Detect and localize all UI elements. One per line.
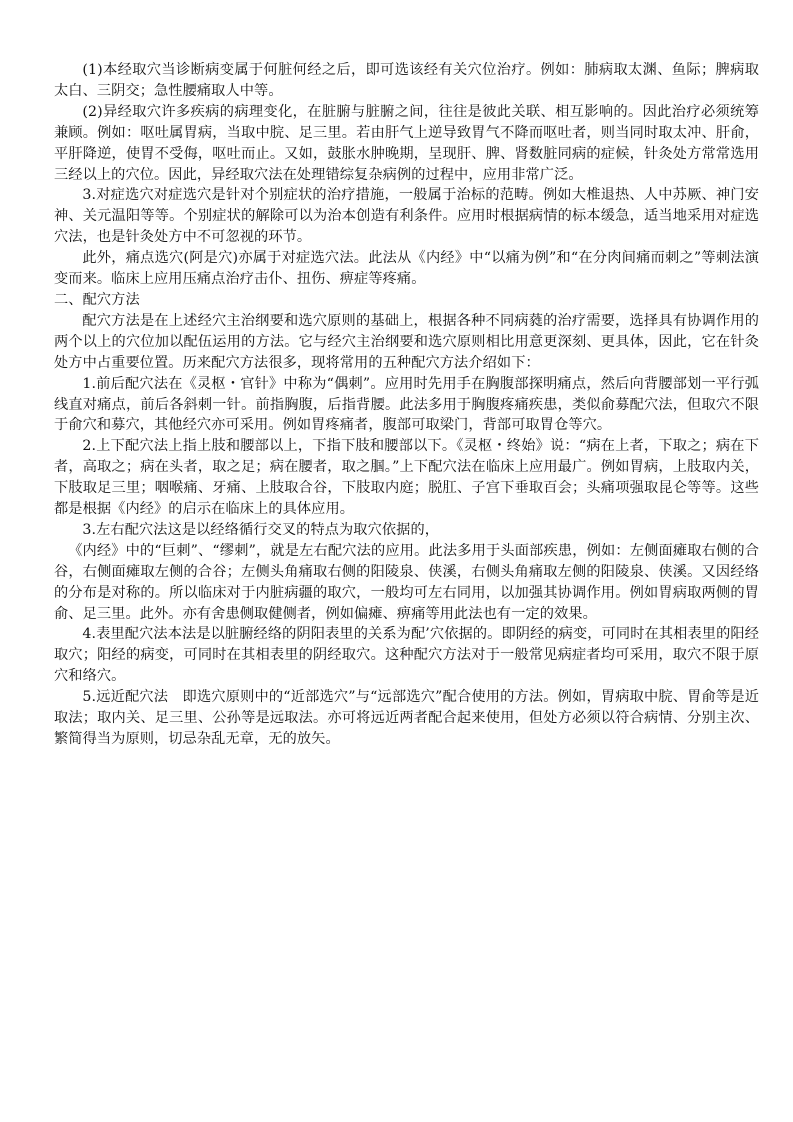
section-heading: 二、配穴方法 xyxy=(54,291,140,308)
paragraph-left-right-body: 《内经》中的“巨刺”、“缪刺”，就是左右配穴法的应用。此法多用于头面部疾患，例如：左侧面瘫取右侧的合谷，右侧面瘫取左侧的合谷；左侧头角痛取右侧的阳陵泉、侠溪，右侧头角痛取左侧的阳陵泉、侠溪。又因经络的分布是对称的。所以临床对于内脏病疆的取穴，一般均可左右同用，以加强其协调作用。例如胃病取两侧的胃俞、足三里。此外。亦有舍患侧取健侧者，例如偏瘫、痹痛等用此法也有一定的效果。 xyxy=(54,542,759,622)
paragraph-different-meridian: (2)异经取穴许多疾病的病理变化，在脏腑与脏腑之间，往往是彼此关联、相互影响的。因此治疗必须统筹兼顾。例如：呕吐属胃病，当取中脘、足三里。若由肝气上逆导致胃气不降而呕吐者，则当同时取太冲、肝俞，平肝降逆，使胃不受侮，呕吐而止。又如，鼓胀水肿晚期，呈现肝、脾、肾数脏同病的症候，针灸处方常常选用三经以上的穴位。因此，异经取穴法在处理错综复杂病例的过程中，应用非常广泛。 xyxy=(54,103,759,183)
paragraph-left-right-title: 3.左右配穴法这是以经络循行交叉的特点为取穴依据的， xyxy=(82,521,440,538)
paragraph-pain-point: 此外，痛点选穴(阿是穴)亦属于对症选穴法。此法从《内经》中“以痛为例”和“在分肉间痛而刺之”等刺法演变而来。临床上应用压痛点治疗击仆、扭伤、痹症等疼痛。 xyxy=(54,250,759,288)
paragraph-same-meridian: (1)本经取穴当诊断病变属于何脏何经之后，即可选该经有关穴位治疗。例如：肺病取太渊、鱼际；脾病取太白、三阴交；急性腰痛取人中等。 xyxy=(54,62,759,99)
paragraph-symptomatic-selection: 3.对症选穴对症选穴是针对个别症状的治疗措施，一般属于治标的范畴。例如大椎退热、人中苏厥、神门安神、关元温阳等等。个别症状的解除可以为治本创造有利条件。应用时根据病情的标本缓急，适当地采用对症选穴法，也是针灸处方中不可忽视的环节。 xyxy=(54,187,759,246)
document-body xyxy=(54,60,759,750)
paragraph-distant-near: 5.远近配穴法 即选穴原则中的“近部选穴”与“远部选穴”配合使用的方法。例如，胃病取中脘、胃俞等是近取法；取内关、足三里、公孙等是远取法。亦可将远近两者配合起来使用，但处方必须以符合病情、分别主次、繁简得当为原则，切忌杂乱无章，无的放矢。 xyxy=(54,689,759,747)
paragraph-front-back: 1.前后配穴法在《灵枢・官针》中称为“偶刺”。应用时先用手在胸腹部探明痛点，然后向背腰部划一平行弧线直对痛点，前后各斜刺一针。前指胸腹，后指背腰。此法多用于胸腹疼痛疾患，类似俞募配穴法，但取穴不限于俞穴和募穴，其他经穴亦可采用。例如胃疼痛者，腹部可取梁门，背部可取胃仓等穴。 xyxy=(54,375,759,434)
paragraph-upper-lower: 2.上下配穴法上指上肢和腰部以上，下指下肢和腰部以下。《灵枢・终始》说：“病在上者，下取之；病在下者，高取之；病在头者，取之足；病在腰者，取之腘。”上下配穴法在临床上应用最广。例如胃病，上肢取内关，下肢取足三里；咽喉痛、牙痛、上肢取合谷，下肢取内庭；脱肛、子宫下垂取百会；头痛项强取昆仑等等。这些都是根据《内经》的启示在临床上的具体应用。 xyxy=(54,438,759,518)
paragraph-combination-intro: 配穴方法是在上述经穴主治纲要和选穴原则的基础上，根据各种不同病蕤的治疗需要，选择具有协调作用的两个以上的穴位加以配伍运用的方法。它与经穴主治纲要和选穴原则相比用意更深刻、更具体，因此，它在针灸处方中占重要位置。历来配穴方法很多，现将常用的五种配穴方法介绍如下： xyxy=(54,312,759,371)
paragraph-exterior-interior: 4.表里配穴法本法是以脏腑经络的阴阳表里的关系为配’穴依据的。即阴经的病变，可同时在其相表里的阳经取穴；阳经的病变，可同时在其相表里的阴经取穴。这种配穴方法对于一般常见病症者均可采用，取穴不限于原穴和络穴。 xyxy=(54,626,759,685)
